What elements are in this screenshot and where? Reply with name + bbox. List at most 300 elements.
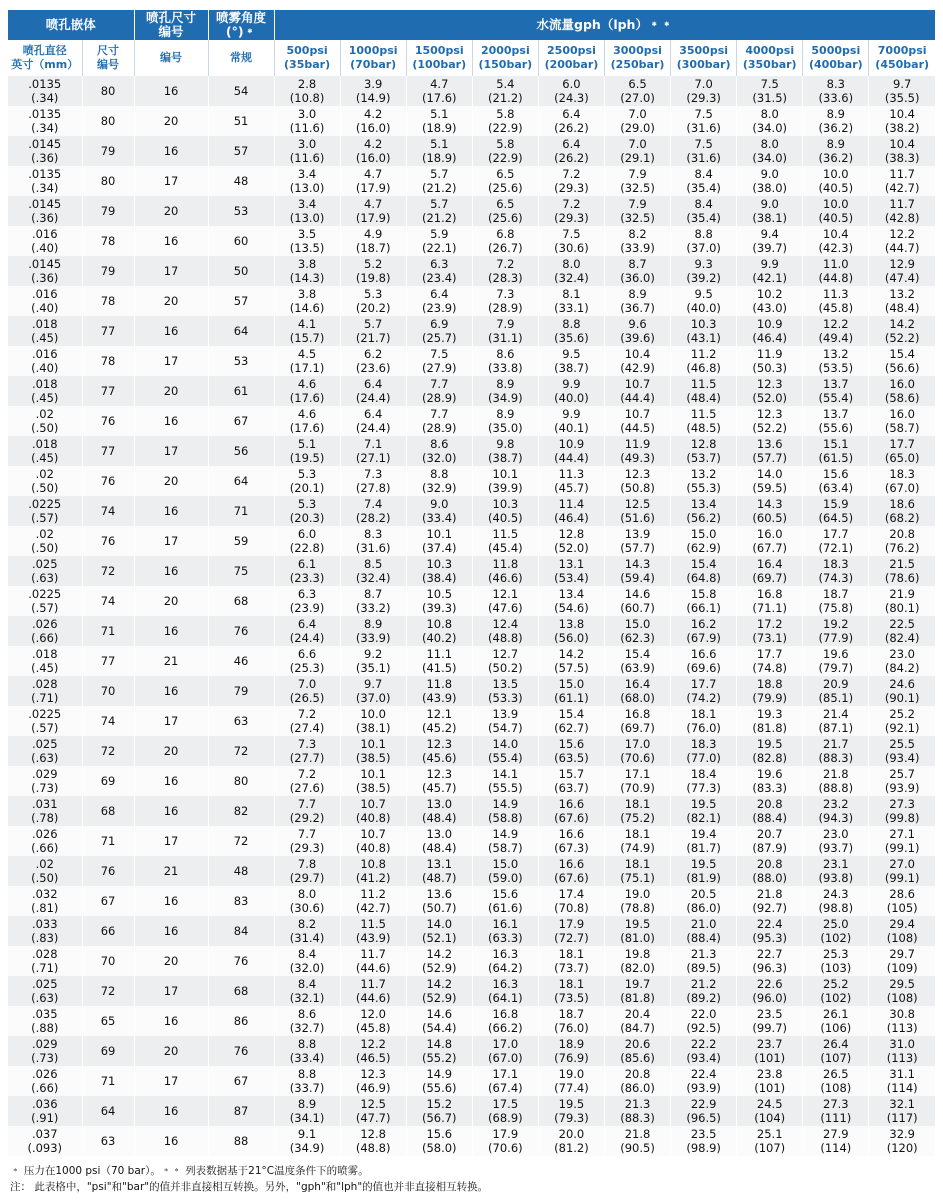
- orifice-diameter-mm: (.63): [31, 991, 59, 1005]
- cell-flow-7: [737, 856, 803, 886]
- cell-orifice-diameter: [8, 706, 82, 736]
- flow-gph: 17.1: [492, 1066, 519, 1081]
- cell-flow-2: [406, 856, 472, 886]
- flow-lph: (82.4): [884, 631, 920, 645]
- flow-lph: (59.0): [488, 871, 523, 885]
- cell-spray-angle: 64: [208, 466, 274, 496]
- flow-lph: (31.1): [488, 331, 523, 345]
- orifice-diameter-inch: .02: [35, 526, 54, 541]
- flow-lph: (40.8): [355, 841, 391, 855]
- cell-orifice-diameter: [8, 226, 82, 256]
- flow-lph: (53.7): [686, 451, 721, 465]
- flow-gph: 7.9: [496, 316, 515, 331]
- flow-gph: 8.8: [297, 1066, 317, 1081]
- flow-gph: 16.3: [492, 946, 519, 961]
- flow-gph: 17.4: [558, 886, 585, 901]
- flow-lph: (39.9): [488, 481, 523, 495]
- flow-lph: (52.0): [752, 391, 788, 405]
- flow-gph: 20.7: [756, 826, 783, 841]
- cell-spray-angle: 53: [208, 346, 274, 376]
- cell-spray-angle: 68: [208, 976, 274, 1006]
- subheader-cell-11-line2: (350bar): [742, 58, 797, 71]
- flow-lph: (67.0): [884, 481, 920, 495]
- flow-lph: (68.2): [884, 511, 920, 525]
- cell-flow-0: [274, 856, 340, 886]
- flow-gph: 8.9: [496, 406, 515, 421]
- table-row: [8, 736, 935, 766]
- orifice-diameter-mm: (.71): [31, 691, 59, 705]
- cell-flow-6: [671, 256, 737, 286]
- orifice-diameter-mm: (.45): [31, 391, 59, 405]
- flow-lph: (102): [820, 991, 852, 1005]
- flow-lph: (62.3): [620, 631, 655, 645]
- flow-gph: 11.7: [360, 946, 386, 961]
- flow-lph: (48.4): [686, 391, 721, 405]
- flow-gph: 10.0: [823, 166, 849, 181]
- cell-orifice-diameter: [8, 976, 82, 1006]
- flow-lph: (89.5): [686, 961, 721, 975]
- flow-lph: (63.5): [554, 751, 589, 765]
- flow-gph: 14.9: [492, 826, 519, 841]
- flow-gph: 16.0: [889, 376, 915, 391]
- flow-lph: (56.2): [686, 511, 721, 525]
- orifice-diameter-inch: .0225: [28, 586, 62, 601]
- cell-flow-5: [604, 1126, 670, 1156]
- flow-lph: (20.2): [355, 301, 391, 315]
- cell-flow-0: [274, 526, 340, 556]
- cell-flow-1: [340, 346, 406, 376]
- table-row: [8, 436, 935, 466]
- flow-gph: 25.3: [823, 946, 849, 961]
- cell-flow-0: [274, 916, 340, 946]
- cell-flow-9: [869, 976, 935, 1006]
- flow-lph: (74.2): [686, 691, 721, 705]
- orifice-diameter-inch: .0135: [28, 106, 62, 121]
- cell-flow-3: [472, 736, 538, 766]
- flow-lph: (76.9): [554, 1051, 589, 1065]
- flow-gph: 4.2: [364, 106, 383, 121]
- cell-flow-1: [340, 1096, 406, 1126]
- flow-lph: (40.1): [554, 421, 589, 435]
- flow-lph: (107): [754, 1141, 786, 1155]
- flow-gph: 7.0: [628, 106, 647, 121]
- orifice-diameter-mm: (.88): [31, 1021, 59, 1035]
- orifice-diameter-inch: .0225: [28, 706, 62, 721]
- flow-gph: 8.0: [562, 256, 581, 271]
- cell-flow-6: [671, 1036, 737, 1066]
- cell-orifice-size-number: 20: [134, 106, 208, 136]
- flow-lph: (76.0): [554, 1021, 589, 1035]
- flow-gph: 22.2: [690, 1036, 717, 1051]
- flow-gph: 30.8: [889, 1006, 915, 1021]
- cell-flow-8: [803, 916, 869, 946]
- flow-lph: (21.2): [488, 91, 523, 105]
- cell-size-number: 72: [82, 976, 134, 1006]
- cell-flow-9: [869, 106, 935, 136]
- orifice-diameter-mm: (.34): [31, 91, 59, 105]
- cell-flow-9: [869, 346, 935, 376]
- flow-gph: 7.5: [430, 346, 449, 361]
- flow-gph: 8.9: [628, 286, 647, 301]
- flow-lph: (32.4): [355, 571, 391, 585]
- orifice-diameter-inch: .018: [31, 646, 58, 661]
- flow-gph: 7.7: [430, 406, 449, 421]
- flow-lph: (71.1): [752, 601, 788, 615]
- flow-lph: (40.8): [355, 811, 391, 825]
- cell-flow-2: [406, 676, 472, 706]
- flow-lph: (77.9): [818, 631, 854, 645]
- flow-gph: 8.1: [562, 286, 581, 301]
- flow-gph: 14.6: [426, 1006, 453, 1021]
- cell-flow-2: [406, 736, 472, 766]
- cell-spray-angle: 72: [208, 826, 274, 856]
- orifice-diameter-mm: (.57): [31, 721, 59, 735]
- subheader-cell-7-line1: 2000psi: [480, 44, 530, 58]
- flow-lph: (81.8): [752, 721, 788, 735]
- flow-lph: (70.6): [620, 751, 655, 765]
- cell-spray-angle: 79: [208, 676, 274, 706]
- flow-lph: (56.6): [884, 361, 920, 375]
- cell-flow-4: [538, 346, 604, 376]
- cell-flow-1: [340, 316, 406, 346]
- flow-lph: (16.0): [355, 151, 391, 165]
- flow-lph: (33.7): [289, 1081, 325, 1095]
- flow-lph: (67.6): [554, 871, 589, 885]
- cell-flow-1: [340, 706, 406, 736]
- cell-flow-6: [671, 436, 737, 466]
- cell-flow-0: [274, 946, 340, 976]
- flow-gph: 17.2: [756, 616, 783, 631]
- flow-gph: 32.9: [889, 1126, 915, 1141]
- cell-spray-angle: 68: [208, 586, 274, 616]
- flow-lph: (74.3): [818, 571, 854, 585]
- flow-lph: (96.0): [752, 991, 788, 1005]
- flow-lph: (106): [820, 1021, 852, 1035]
- flow-lph: (46.6): [488, 571, 523, 585]
- flow-lph: (75.8): [818, 601, 854, 615]
- cell-flow-5: [604, 436, 670, 466]
- flow-lph: (40.0): [554, 391, 589, 405]
- orifice-diameter-inch: .0145: [28, 256, 62, 271]
- flow-lph: (38.1): [752, 211, 788, 225]
- footnote-1: ﹡ 压力在1000 psi（70 bar）。﹡﹡ 列表数据基于21°C温度条件下的喷雾。: [10, 1165, 369, 1177]
- orifice-diameter-mm: (.45): [31, 451, 59, 465]
- cell-orifice-diameter: [8, 256, 82, 286]
- orifice-diameter-inch: .036: [31, 1096, 58, 1111]
- flow-gph: 13.7: [823, 406, 849, 421]
- cell-size-number: 76: [82, 856, 134, 886]
- flow-lph: (93.4): [686, 1051, 721, 1065]
- flow-gph: 8.7: [628, 256, 647, 271]
- cell-flow-9: [869, 706, 935, 736]
- flow-lph: (78.8): [620, 901, 655, 915]
- flow-lph: (88.8): [818, 781, 854, 795]
- cell-flow-0: [274, 1096, 340, 1126]
- flow-gph: 5.2: [364, 256, 383, 271]
- flow-gph: 14.0: [492, 736, 519, 751]
- cell-flow-0: [274, 1036, 340, 1066]
- cell-flow-8: [803, 796, 869, 826]
- flow-lph: (31.6): [686, 151, 721, 165]
- cell-spray-angle: 46: [208, 646, 274, 676]
- flow-lph: (13.0): [289, 181, 325, 195]
- flow-gph: 10.0: [823, 196, 849, 211]
- flow-gph: 27.0: [889, 856, 915, 871]
- cell-flow-6: [671, 586, 737, 616]
- flow-lph: (93.4): [884, 751, 920, 765]
- cell-flow-6: [671, 496, 737, 526]
- flow-gph: 8.7: [364, 586, 383, 601]
- orifice-diameter-mm: (.40): [31, 301, 59, 315]
- cell-flow-0: [274, 826, 340, 856]
- cell-flow-3: [472, 1036, 538, 1066]
- cell-orifice-diameter: [8, 886, 82, 916]
- flow-lph: (29.0): [620, 121, 655, 135]
- cell-flow-7: [737, 436, 803, 466]
- cell-orifice-size-number: 16: [134, 1006, 208, 1036]
- flow-gph: 10.7: [360, 796, 386, 811]
- flow-lph: (43.9): [355, 931, 391, 945]
- orifice-diameter-inch: .026: [31, 1066, 58, 1081]
- flow-gph: 16.0: [889, 406, 915, 421]
- orifice-diameter-mm: (.63): [31, 751, 59, 765]
- cell-flow-3: [472, 1006, 538, 1036]
- flow-gph: 17.7: [690, 676, 717, 691]
- orifice-diameter-mm: (.45): [31, 331, 59, 345]
- flow-gph: 11.5: [690, 376, 717, 391]
- cell-flow-0: [274, 76, 340, 106]
- cell-flow-4: [538, 196, 604, 226]
- cell-size-number: 76: [82, 466, 134, 496]
- flow-gph: 16.8: [756, 586, 783, 601]
- cell-flow-8: [803, 826, 869, 856]
- cell-spray-angle: 63: [208, 706, 274, 736]
- flow-lph: (52.2): [752, 421, 788, 435]
- flow-gph: 8.4: [297, 946, 317, 961]
- cell-orifice-diameter: [8, 646, 82, 676]
- cell-spray-angle: 67: [208, 1066, 274, 1096]
- flow-gph: 9.4: [760, 226, 779, 241]
- flow-gph: 18.1: [624, 856, 651, 871]
- flow-lph: (31.5): [752, 91, 788, 105]
- flow-lph: (21.2): [421, 211, 457, 225]
- flow-gph: 10.8: [426, 616, 453, 631]
- cell-flow-2: [406, 706, 472, 736]
- flow-gph: 15.0: [624, 616, 651, 631]
- cell-flow-1: [340, 286, 406, 316]
- flow-lph: (35.0): [488, 421, 523, 435]
- table-row: [8, 1036, 935, 1066]
- orifice-diameter-inch: .035: [31, 1006, 58, 1021]
- flow-lph: (55.6): [421, 1081, 457, 1095]
- cell-flow-6: [671, 466, 737, 496]
- flow-gph: 22.0: [690, 1006, 717, 1021]
- cell-flow-0: [274, 316, 340, 346]
- flow-gph: 8.4: [297, 976, 317, 991]
- cell-flow-7: [737, 166, 803, 196]
- flow-lph: (50.7): [421, 901, 457, 915]
- table-row: [8, 346, 935, 376]
- flow-lph: (79.9): [752, 691, 788, 705]
- flow-lph: (26.2): [554, 121, 589, 135]
- cell-flow-9: [869, 1066, 935, 1096]
- flow-lph: (114): [886, 1081, 918, 1095]
- flow-gph: 11.2: [690, 346, 717, 361]
- flow-gph: 9.1: [297, 1126, 317, 1141]
- table-row: [8, 826, 935, 856]
- flow-gph: 6.4: [430, 286, 449, 301]
- flow-gph: 9.0: [430, 496, 449, 511]
- cell-flow-1: [340, 736, 406, 766]
- cell-flow-8: [803, 1096, 869, 1126]
- cell-flow-6: [671, 1066, 737, 1096]
- cell-flow-2: [406, 1036, 472, 1066]
- flow-gph: 6.4: [364, 406, 383, 421]
- cell-flow-8: [803, 946, 869, 976]
- cell-flow-6: [671, 1006, 737, 1036]
- flow-lph: (88.3): [818, 751, 854, 765]
- cell-flow-8: [803, 436, 869, 466]
- flow-lph: (90.1): [884, 691, 920, 705]
- cell-orifice-size-number: 17: [134, 526, 208, 556]
- cell-flow-5: [604, 646, 670, 676]
- flow-lph: (89.2): [686, 991, 721, 1005]
- cell-flow-1: [340, 1066, 406, 1096]
- flow-gph: 6.4: [562, 106, 581, 121]
- flow-gph: 8.6: [496, 346, 515, 361]
- cell-flow-5: [604, 1096, 670, 1126]
- cell-flow-7: [737, 496, 803, 526]
- flow-gph: 8.8: [562, 316, 581, 331]
- cell-flow-0: [274, 226, 340, 256]
- cell-flow-1: [340, 796, 406, 826]
- subheader-cell-0: [8, 40, 82, 76]
- flow-lph: (52.0): [554, 541, 589, 555]
- cell-flow-0: [274, 706, 340, 736]
- flow-gph: 25.7: [889, 766, 915, 781]
- cell-flow-1: [340, 376, 406, 406]
- flow-gph: 16.3: [492, 976, 519, 991]
- cell-flow-4: [538, 1066, 604, 1096]
- cell-flow-7: [737, 1066, 803, 1096]
- cell-flow-2: [406, 286, 472, 316]
- flow-lph: (32.4): [554, 271, 589, 285]
- cell-flow-0: [274, 1066, 340, 1096]
- flow-gph: 14.9: [492, 796, 519, 811]
- flow-gph: 13.6: [756, 436, 783, 451]
- cell-flow-8: [803, 646, 869, 676]
- flow-gph: 8.4: [694, 166, 713, 181]
- flow-lph: (63.4): [818, 481, 854, 495]
- cell-flow-5: [604, 196, 670, 226]
- cell-flow-5: [604, 76, 670, 106]
- cell-flow-3: [472, 526, 538, 556]
- flow-gph: 3.8: [297, 256, 317, 271]
- cell-orifice-diameter: [8, 586, 82, 616]
- orifice-diameter-inch: .02: [35, 406, 54, 421]
- cell-flow-7: [737, 316, 803, 346]
- cell-orifice-size-number: 20: [134, 1036, 208, 1066]
- flow-gph: 6.5: [628, 76, 647, 91]
- flow-gph: 8.9: [297, 1096, 317, 1111]
- flow-lph: (86.0): [686, 901, 721, 915]
- flow-lph: (35.4): [686, 181, 721, 195]
- footnotes: [8, 1163, 935, 1196]
- flow-gph: 21.5: [889, 556, 915, 571]
- flow-gph: 14.2: [426, 976, 453, 991]
- cell-flow-4: [538, 766, 604, 796]
- cell-flow-2: [406, 556, 472, 586]
- cell-spray-angle: 76: [208, 1036, 274, 1066]
- orifice-diameter-mm: (.093): [27, 1141, 63, 1155]
- flow-lph: (108): [886, 991, 918, 1005]
- flow-lph: (50.8): [620, 481, 655, 495]
- flow-gph: 15.4: [624, 646, 651, 661]
- flow-lph: (55.4): [488, 751, 523, 765]
- cell-flow-7: [737, 826, 803, 856]
- cell-orifice-diameter: [8, 406, 82, 436]
- flow-lph: (35.6): [554, 331, 589, 345]
- flow-lph: (28.3): [488, 271, 523, 285]
- flow-lph: (20.3): [289, 511, 325, 525]
- cell-flow-2: [406, 766, 472, 796]
- cell-flow-8: [803, 376, 869, 406]
- flow-lph: (48.4): [421, 811, 457, 825]
- table-row: [8, 1096, 935, 1126]
- orifice-diameter-inch: .0135: [28, 76, 62, 91]
- flow-gph: 9.0: [760, 196, 779, 211]
- flow-lph: (45.7): [421, 781, 457, 795]
- cell-flow-8: [803, 256, 869, 286]
- cell-flow-6: [671, 946, 737, 976]
- flow-gph: 24.5: [756, 1096, 783, 1111]
- flow-lph: (31.4): [289, 931, 325, 945]
- group-header-orifice-size-no: [134, 10, 208, 40]
- cell-size-number: 78: [82, 286, 134, 316]
- flow-gph: 10.3: [690, 316, 717, 331]
- flow-gph: 7.7: [430, 376, 449, 391]
- flow-lph: (61.1): [554, 691, 589, 705]
- cell-flow-0: [274, 166, 340, 196]
- flow-lph: (40.5): [488, 511, 523, 525]
- flow-gph: 12.9: [889, 256, 915, 271]
- flow-gph: 8.6: [430, 436, 449, 451]
- cell-flow-4: [538, 436, 604, 466]
- cell-flow-1: [340, 466, 406, 496]
- cell-flow-2: [406, 76, 472, 106]
- orifice-diameter-mm: (.36): [31, 271, 59, 285]
- flow-gph: 6.4: [364, 376, 383, 391]
- cell-flow-8: [803, 706, 869, 736]
- cell-flow-6: [671, 976, 737, 1006]
- cell-flow-0: [274, 466, 340, 496]
- flow-lph: (14.9): [355, 91, 391, 105]
- flow-gph: 14.3: [756, 496, 783, 511]
- cell-flow-1: [340, 766, 406, 796]
- cell-flow-3: [472, 976, 538, 1006]
- flow-lph: (93.9): [884, 781, 920, 795]
- table-subheader-row: [8, 40, 935, 76]
- cell-flow-1: [340, 406, 406, 436]
- cell-flow-6: [671, 646, 737, 676]
- cell-flow-9: [869, 1006, 935, 1036]
- flow-lph: (22.9): [488, 151, 523, 165]
- flow-gph: 7.9: [628, 166, 647, 181]
- flow-gph: 14.8: [426, 1036, 453, 1051]
- flow-gph: 19.5: [690, 856, 717, 871]
- cell-flow-3: [472, 706, 538, 736]
- flow-gph: 7.7: [297, 796, 317, 811]
